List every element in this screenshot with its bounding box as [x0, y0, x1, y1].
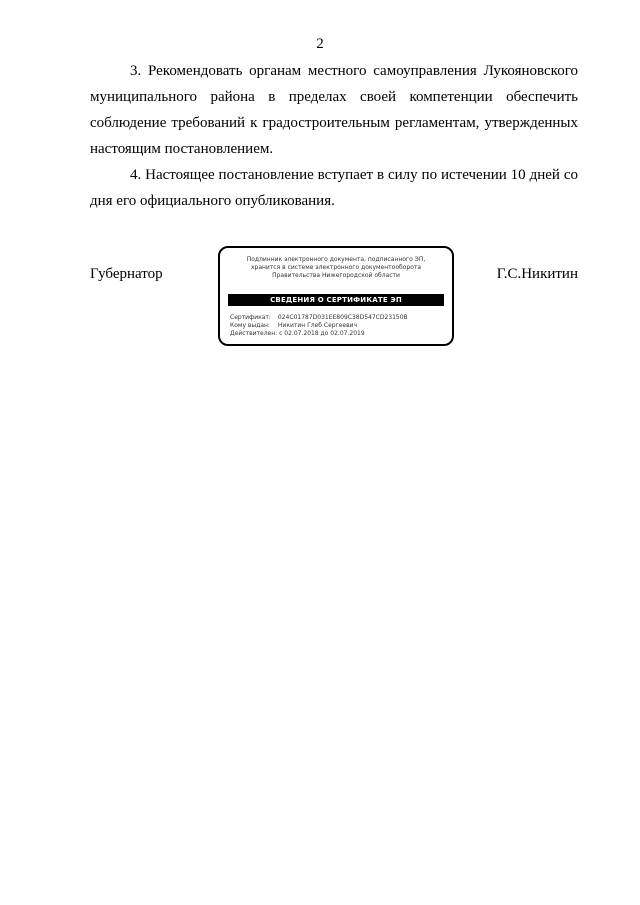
stamp-banner: СВЕДЕНИЯ О СЕРТИФИКАТЕ ЭП: [228, 294, 444, 306]
certificate-row: [230, 314, 444, 322]
electronic-signature-stamp: [218, 246, 454, 346]
stamp-header-line: хранится в системе электронного документооборота: [250, 264, 422, 271]
paragraph-4: 4. Настоящее постановление вступает в силу по истечении 10 дней со дня его официального опубликования.: [90, 167, 578, 209]
validity-row: [230, 330, 444, 338]
issued-to-label: Кому выдан:: [230, 322, 270, 329]
validity-value: с 02.07.2018 до 02.07.2019: [279, 330, 365, 337]
page-number: 2: [316, 36, 324, 52]
stamp-details: [230, 314, 444, 338]
stamp-header: [220, 256, 452, 280]
signer-title: Губернатор: [90, 266, 163, 282]
paragraph-3: 3. Рекомендовать органам местного самоуправления Лукояновского муниципального района в пределах своей компетенции обеспечить соблюдение требований к градостроительным регламентам, утвержденных настоящим постановлением.: [90, 63, 578, 157]
issued-to-value: Никитин Глеб Сергеевич: [277, 322, 358, 329]
certificate-value: 024C01787D031EE809C38D547CD23150B: [277, 314, 408, 321]
validity-label: Действителен:: [230, 330, 278, 337]
certificate-label: Сертификат:: [230, 314, 271, 321]
signer-name: Г.С.Никитин: [496, 266, 578, 282]
document-body: [90, 58, 578, 214]
signature-block: [90, 246, 578, 350]
stamp-header-line: Правительства Нижегородской области: [272, 272, 400, 279]
stamp-header-line: Подлинник электронного документа, подписанного ЭП,: [246, 256, 426, 263]
issued-to-row: [230, 322, 444, 330]
